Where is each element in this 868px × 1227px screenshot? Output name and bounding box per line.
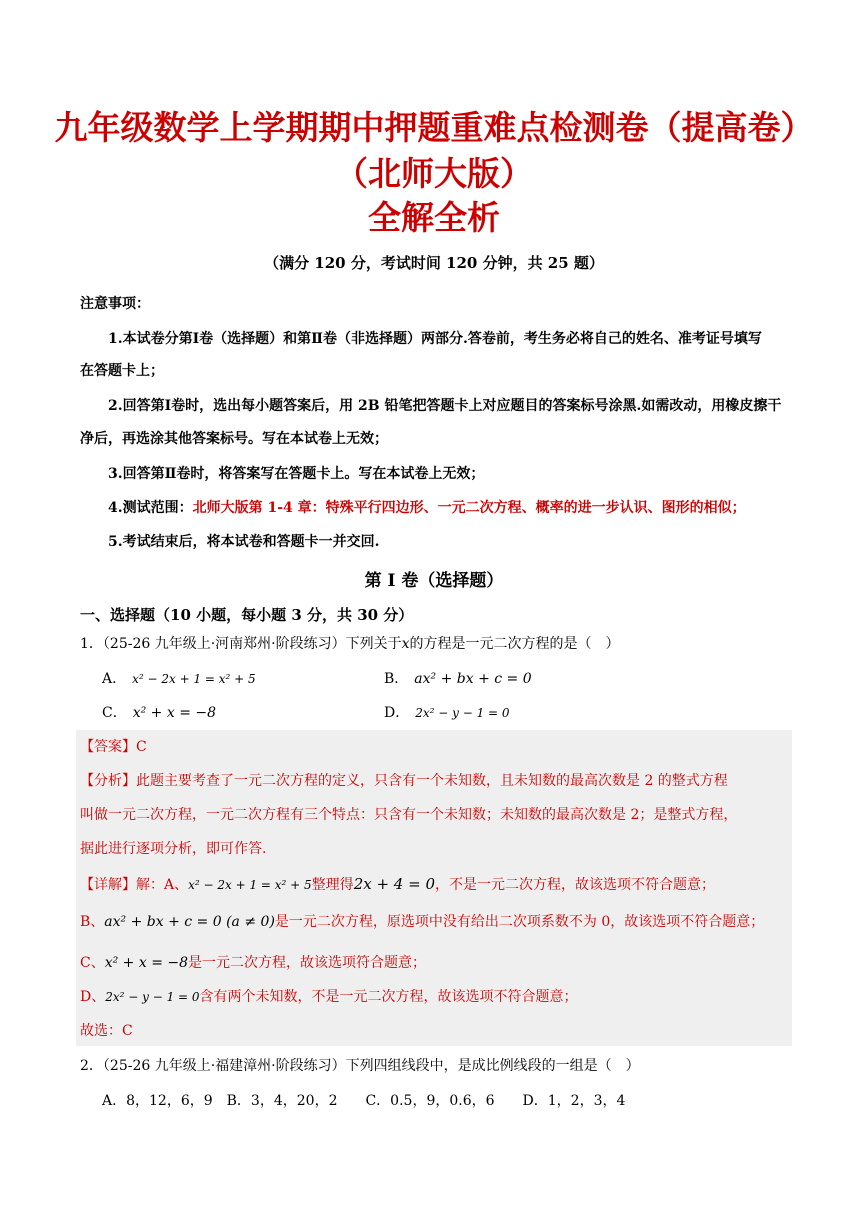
choice-line: 故选：C [80,1023,133,1039]
notice-item5: 5.考试结束后，将本试卷和答题卡一并交回. [108,534,380,550]
detail-line-c [80,952,426,974]
notice-item4-prefix: 4.测试范围： [108,500,193,516]
analysis-line-2: 叫做一元二次方程，一元二次方程有三个特点：只含有一个未知数；未知数的最高次数是 2；是整式方程， [80,807,738,823]
detail-line-b [80,911,764,933]
option-b-formula: ax² + bx + c = 0 [414,671,532,687]
detail-a-formula-1: x² − 2x + 1 = x² + 5 [188,878,312,892]
detail-b-prefix: B、 [80,914,105,930]
option-a-formula: x² − 2x + 1 = x² + 5 [132,672,256,686]
test-range: 北师大版第 1-4 章：特殊平行四边形、一元二次方程、概率的进一步认识、图形的相似； [192,500,746,516]
detail-b-formula: ax² + bx + c = 0 (a ≠ 0) [104,914,275,930]
detail-d-suffix: 含有两个未知数，不是一元二次方程，故该选项不符合题意； [199,989,578,1005]
analysis-line-3: 据此进行逐项分析，即可作答. [80,841,267,857]
doc-title-line2: （北师大版） [335,154,533,193]
question-1-option-b [384,668,532,690]
analysis-line-1: 【分析】此题主要考查了一元二次方程的定义，只含有一个未知数，且未知数的最高次数是 2 的整式方程 [80,773,728,789]
answer-line: 【答案】C [80,739,147,755]
part-heading: 一、选择题（10 小题，每小题 3 分，共 30 分） [80,606,414,624]
question-1-variable: x [401,636,410,652]
detail-line-d [80,986,578,1008]
notice-item1-a: 1.本试卷分第Ⅰ卷（选择题）和第Ⅱ卷（非选择题）两部分.答卷前，考生务必将自己的姓名、准考证号填写 [108,331,762,347]
question-1-option-c [102,702,216,724]
question-1-text-a: 1．（25-26 九年级上·河南郑州·阶段练习）下列关于 [80,636,402,652]
question-2-stem: 2．（25-26 九年级上·福建漳州·阶段练习）下列四组线段中，是成比例线段的一组是（ ） [80,1058,640,1074]
detail-a-middle: 整理得 [311,877,354,893]
question-1-text-b: 的方程是一元二次方程的是（ ） [409,636,620,652]
detail-b-suffix: 是一元二次方程，原选项中没有给出二次项系数不为 0，故该选项不符合题意； [274,914,765,930]
question-1-stem [80,633,620,655]
question-1-option-d [384,702,510,724]
detail-a-formula-2: 2x + 4 = 0 [353,875,435,893]
notice-item4 [108,497,746,519]
detail-c-prefix: C、 [80,955,105,971]
detail-d-formula: 2x² − y − 1 = 0 [105,990,200,1004]
question-2-options: A．8，12，6，9 B．3，4，20，2 C．0.5，9，0.6，6 D．1，2，3，4 [102,1093,626,1109]
option-c-label: C． [102,705,127,721]
notice-item3: 3.回答第Ⅱ卷时，将答案写在答题卡上。写在本试卷上无效； [108,466,485,482]
option-d-label: D． [384,705,410,721]
notice-item2-b: 净后，再选涂其他答案标号。写在本试卷上无效； [80,431,388,447]
option-b-label: B． [384,671,409,687]
exam-info: （满分 120 分，考试时间 120 分钟，共 25 题） [264,254,604,272]
detail-c-suffix: 是一元二次方程，故该选项符合题意； [188,955,427,971]
detail-line-a [80,873,715,896]
question-1-option-a [102,668,256,690]
doc-title-line3: 全解全析 [368,198,500,237]
option-c-formula: x² + x = −8 [132,705,217,721]
notice-heading: 注意事项： [80,296,150,312]
option-d-formula: 2x² − y − 1 = 0 [415,706,510,720]
option-a-label: A． [102,671,127,687]
notice-item1-b: 在答题卡上； [80,363,164,379]
detail-d-prefix: D、 [80,989,106,1005]
notice-item2-a: 2.回答第Ⅰ卷时，选出每小题答案后，用 2B 铅笔把答题卡上对应题目的答案标号涂黑.如需改动，用橡皮擦干 [108,398,782,414]
section-title: 第 I 卷（选择题） [364,571,504,591]
detail-a-suffix: ，不是一元二次方程，故该选项不符合题意； [435,877,715,893]
detail-c-formula: x² + x = −8 [104,955,189,971]
detail-a-prefix: 【详解】解：A、 [80,877,189,893]
doc-title-line1: 九年级数学上学期期中押题重难点检测卷（提高卷） [54,108,814,147]
